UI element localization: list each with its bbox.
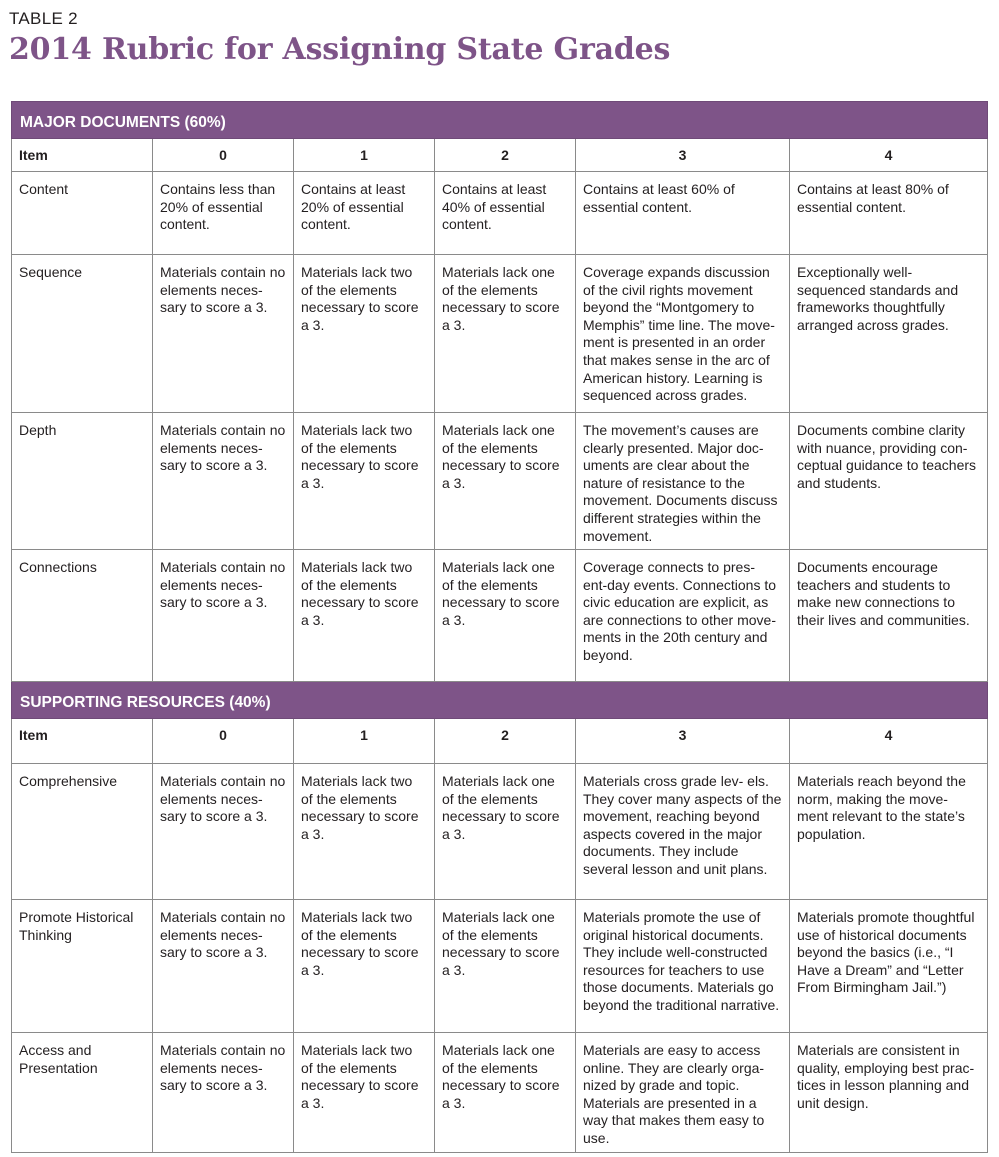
- table-row: [12, 172, 988, 255]
- row-item-label: Access and Presentation: [12, 1033, 153, 1153]
- table-cell: Materials contain no elements neces- sary to score a 3.: [153, 255, 294, 413]
- row-item-label: Sequence: [12, 255, 153, 413]
- page-title: 2014 Rubric for Assigning State Grades: [9, 32, 671, 67]
- table-cell: Materials lack one of the elements necessary to score a 3.: [435, 1033, 576, 1153]
- table-cell: Materials lack two of the elements necessary to score a 3.: [294, 255, 435, 413]
- table-cell: Contains at least 20% of essential content.: [294, 172, 435, 255]
- column-header: Item: [12, 139, 153, 172]
- table-row: [12, 764, 988, 900]
- column-header: 3: [576, 139, 790, 172]
- table-cell: Contains at least 60% of essential content.: [576, 172, 790, 255]
- row-item-label: Promote Historical Thinking: [12, 900, 153, 1033]
- table-cell: Materials are consistent in quality, employing best prac- tices in lesson planning and unit design.: [790, 1033, 988, 1153]
- column-header: 1: [294, 719, 435, 764]
- section-title: MAJOR DOCUMENTS (60%): [12, 102, 988, 139]
- table-cell: Coverage connects to pres- ent-day events. Connections to civic education are explicit, as are connections to other move- ments in the 20th century and beyond.: [576, 550, 790, 682]
- column-header: 3: [576, 719, 790, 764]
- table-cell: Materials are easy to access online. They are clearly orga- nized by grade and topic. Materials are presented in a way that makes them easy to use.: [576, 1033, 790, 1153]
- column-header: 0: [153, 139, 294, 172]
- section-header-row: [12, 682, 988, 719]
- table-cell: Contains at least 40% of essential content.: [435, 172, 576, 255]
- table-row: [12, 255, 988, 413]
- table-cell: Materials promote thoughtful use of historical documents beyond the basics (i.e., “I Have a Dream” and “Letter From Birmingham Jail.”): [790, 900, 988, 1033]
- table-cell: Materials lack two of the elements necessary to score a 3.: [294, 1033, 435, 1153]
- table-cell: Documents encourage teachers and students to make new connections to their lives and communities.: [790, 550, 988, 682]
- table-row: [12, 413, 988, 550]
- column-header-row: [12, 139, 988, 172]
- table-row: [12, 1033, 988, 1153]
- table-cell: Materials reach beyond the norm, making the move- ment relevant to the state’s population.: [790, 764, 988, 900]
- table-cell: Materials lack one of the elements necessary to score a 3.: [435, 255, 576, 413]
- rubric-table: [11, 101, 988, 1153]
- table-cell: Materials lack one of the elements necessary to score a 3.: [435, 550, 576, 682]
- column-header-row: [12, 719, 988, 764]
- table-cell: Materials lack one of the elements necessary to score a 3.: [435, 764, 576, 900]
- section-title: SUPPORTING RESOURCES (40%): [12, 682, 988, 719]
- table-cell: Materials contain no elements neces- sary to score a 3.: [153, 764, 294, 900]
- column-header: 1: [294, 139, 435, 172]
- table-cell: The movement’s causes are clearly presented. Major doc- uments are clear about the nature of resistance to the movement. Documents discuss different strategies within the movement.: [576, 413, 790, 550]
- table-cell: Materials lack two of the elements necessary to score a 3.: [294, 550, 435, 682]
- table-cell: Contains at least 80% of essential content.: [790, 172, 988, 255]
- table-cell: Materials contain no elements neces- sary to score a 3.: [153, 413, 294, 550]
- table-cell: Coverage expands discussion of the civil rights movement beyond the “Montgomery to Memphis” time line. The move- ment is presented in an order that makes sense in the arc of American history. Learning is sequenced across grades.: [576, 255, 790, 413]
- table-row: [12, 550, 988, 682]
- table-cell: Materials lack one of the elements necessary to score a 3.: [435, 413, 576, 550]
- row-item-label: Content: [12, 172, 153, 255]
- table-cell: Materials contain no elements neces- sary to score a 3.: [153, 900, 294, 1033]
- table-cell: Materials lack two of the elements necessary to score a 3.: [294, 413, 435, 550]
- column-header: 4: [790, 139, 988, 172]
- table-cell: Materials cross grade lev- els. They cover many aspects of the movement, reaching beyond aspects covered in the major documents. They include several lesson and unit plans.: [576, 764, 790, 900]
- table-cell: Materials contain no elements neces- sary to score a 3.: [153, 1033, 294, 1153]
- row-item-label: Connections: [12, 550, 153, 682]
- row-item-label: Comprehensive: [12, 764, 153, 900]
- column-header: Item: [12, 719, 153, 764]
- table-label: TABLE 2: [9, 9, 78, 28]
- table-cell: Materials promote the use of original historical documents. They include well-constructed resources for teachers to use those documents. Materials go beyond the traditional narrative.: [576, 900, 790, 1033]
- table-cell: Contains less than 20% of essential content.: [153, 172, 294, 255]
- table-row: [12, 900, 988, 1033]
- table-cell: Exceptionally well- sequenced standards and frameworks thoughtfully arranged across grades.: [790, 255, 988, 413]
- section-header-row: [12, 102, 988, 139]
- table-cell: Materials lack two of the elements necessary to score a 3.: [294, 764, 435, 900]
- column-header: 2: [435, 139, 576, 172]
- table-cell: Materials contain no elements neces- sary to score a 3.: [153, 550, 294, 682]
- row-item-label: Depth: [12, 413, 153, 550]
- column-header: 4: [790, 719, 988, 764]
- table-cell: Materials lack one of the elements necessary to score a 3.: [435, 900, 576, 1033]
- column-header: 2: [435, 719, 576, 764]
- table-cell: Materials lack two of the elements necessary to score a 3.: [294, 900, 435, 1033]
- table-cell: Documents combine clarity with nuance, providing con- ceptual guidance to teachers and students.: [790, 413, 988, 550]
- column-header: 0: [153, 719, 294, 764]
